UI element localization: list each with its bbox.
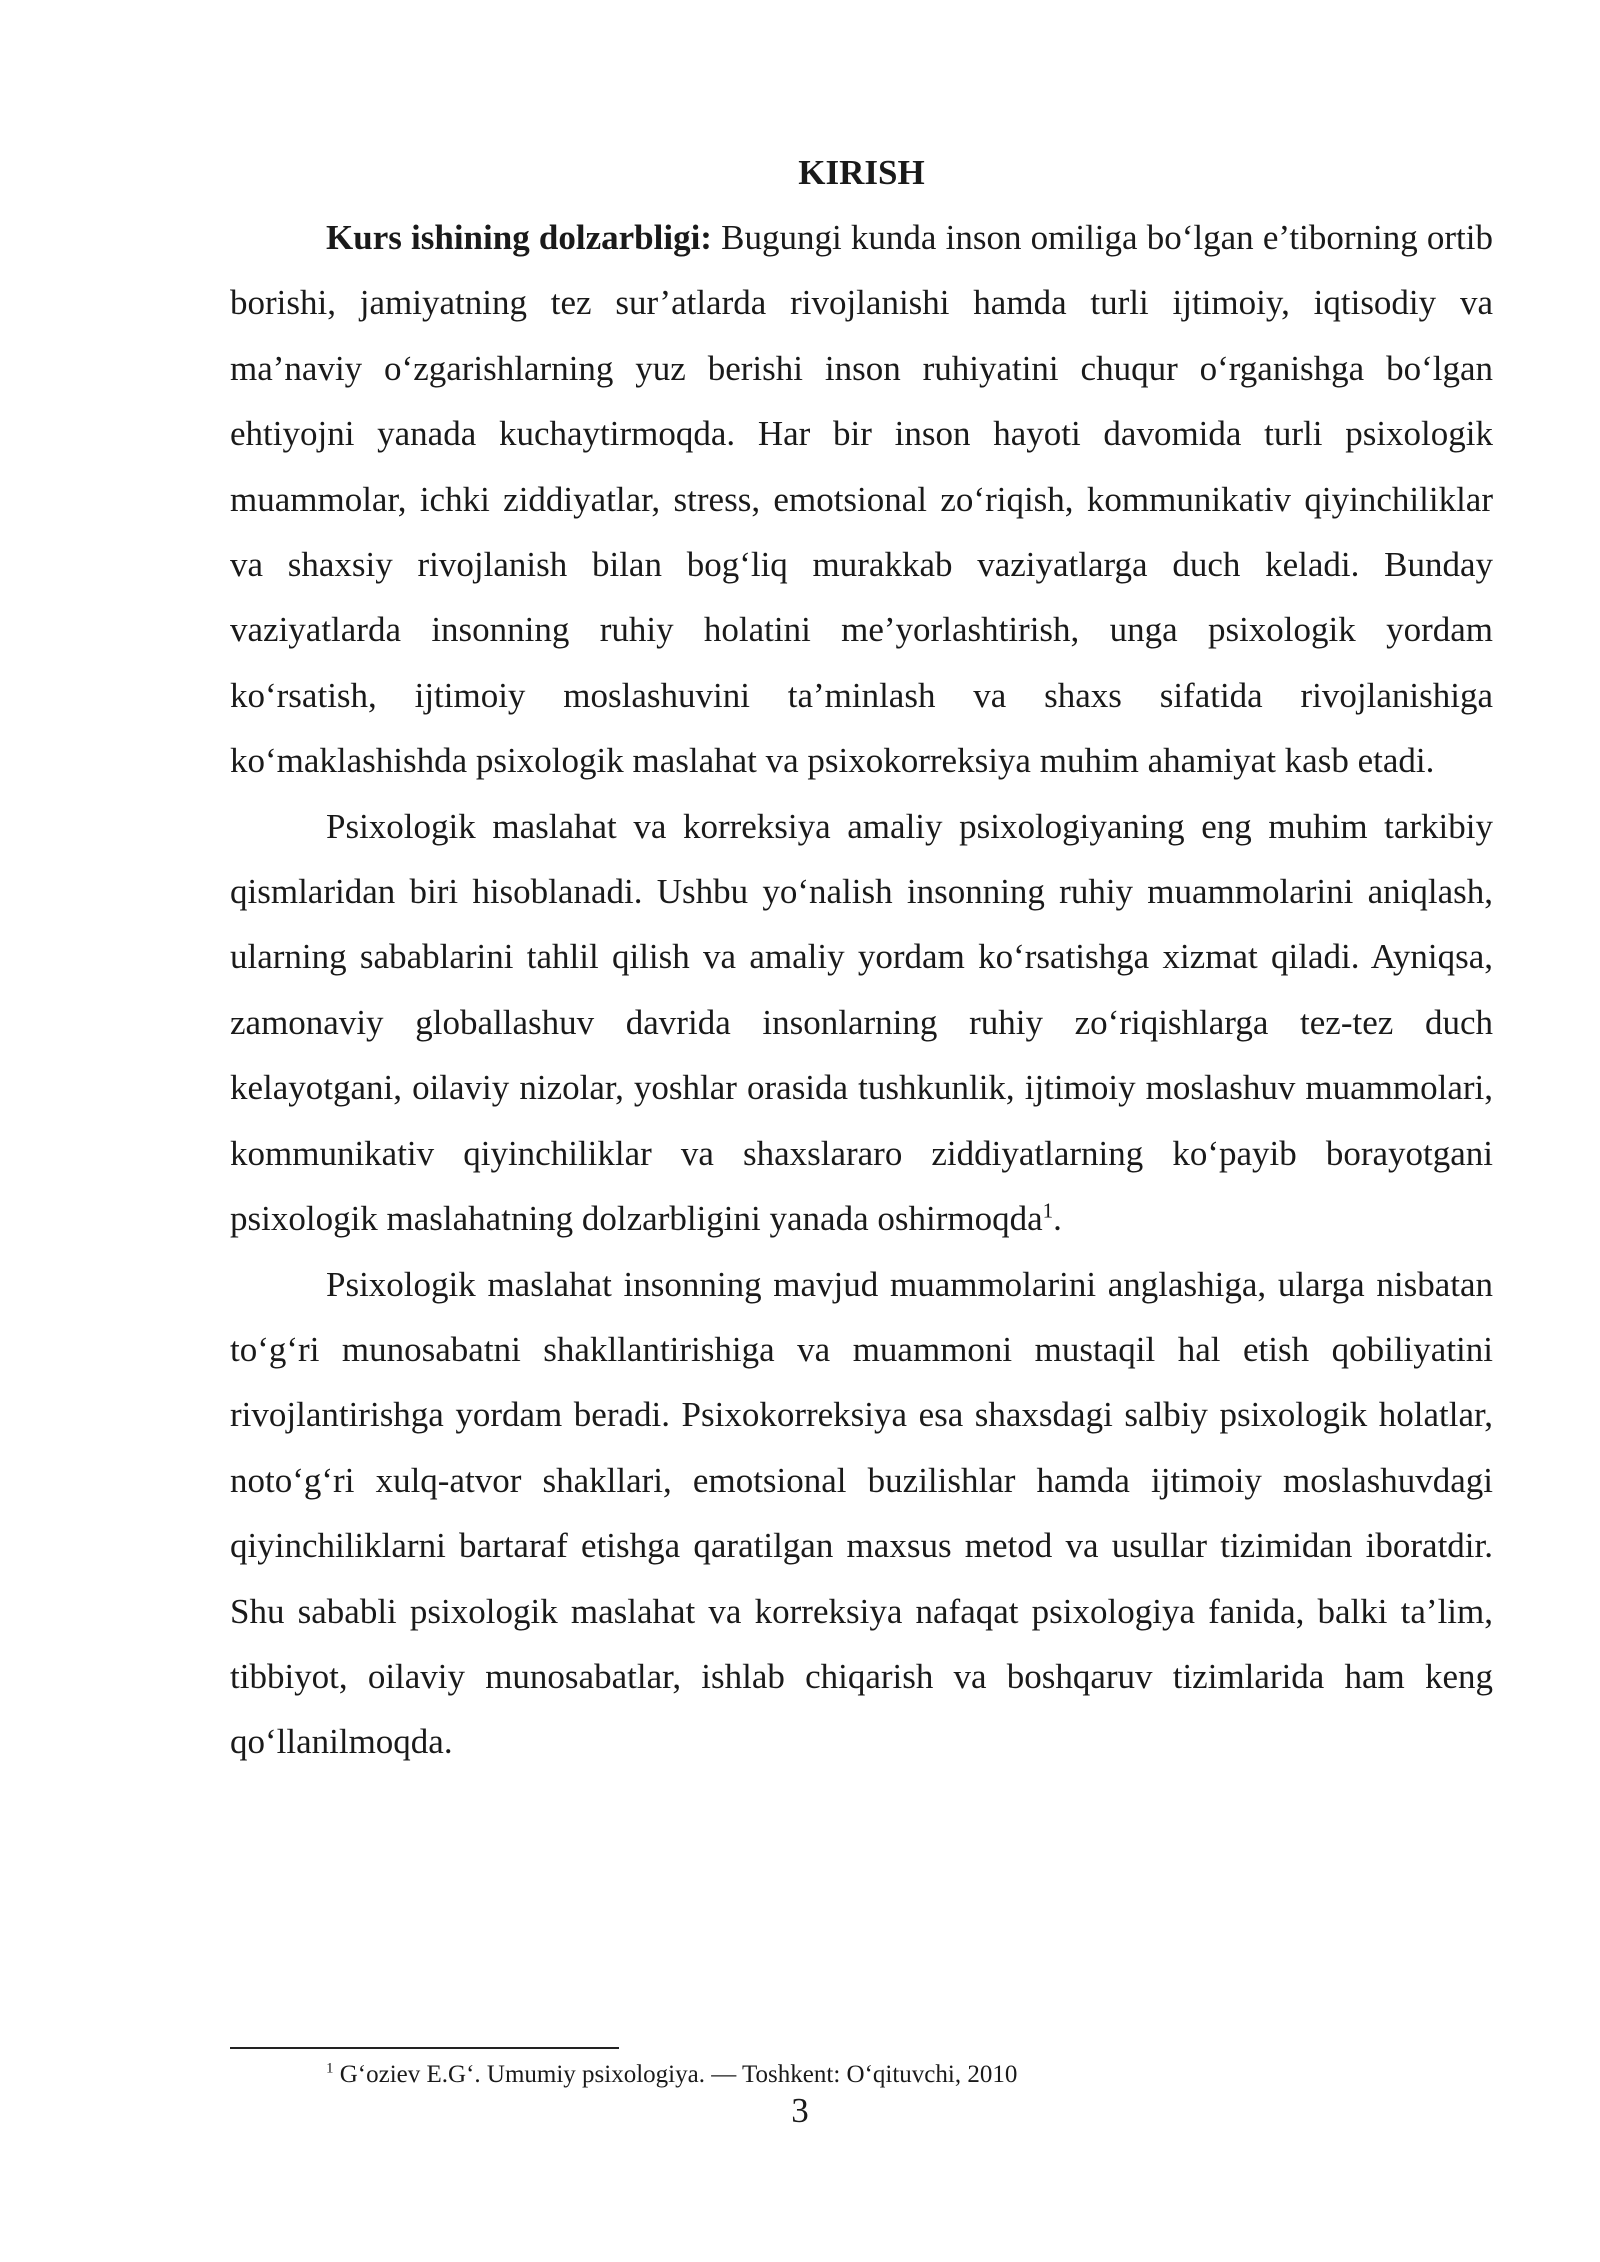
- paragraph-text: Psixologik maslahat va korreksiya amaliy psixologiyaning eng muhim tarkibiy qismlaridan biri hisoblanadi. Ushbu yo‘nalish insonning ruhiy muammolarini aniqlash, ularning sabablarini tahlil qilish va amaliy yordam ko‘rsatishga xizmat qiladi. Ayniqsa, zamonaviy globallashuv davrida insonlarning ruhiy zo‘riqishlarga tez-tez duch kelayotgani, oilaviy nizolar, yoshlar orasida tushkunlik, ijtimoiy moslashuv muammolari, kommunikativ qiyinchiliklar va shaxslararo ziddiyatlarning ko‘payib borayotgani psixologik maslahatning dolzarbligini yanada oshirmoqda: [230, 806, 1493, 1239]
- paragraph-text: Psixologik maslahat insonning mavjud muammolarini anglashiga, ularga nisbatan to‘g‘ri munosabatni shakllantirishiga va muammoni mustaqil hal etish qobiliyatini rivojlantirishga yordam beradi. Psixokorreksiya esa shaxsdagi salbiy psixologik holatlar, noto‘g‘ri xulq-atvor shakllari, emotsional buzilishlar hamda ijtimoiy moslashuvdagi qiyinchiliklarni bartaraf etishga qaratilgan maxsus metod va usullar tizimidan iboratdir. Shu sababli psixologik maslahat va korreksiya nafaqat psixologiya fanida, balki ta’lim, tibbiyot, oilaviy munosabatlar, ishlab chiqarish va boshqaruv tizimlarida ham keng qo‘llanilmoqda.: [230, 1264, 1493, 1762]
- section-heading: KIRISH: [798, 153, 925, 192]
- paragraph-psychocorrection: [230, 1252, 1493, 1775]
- paragraph-counseling: [230, 794, 1493, 1252]
- footnote-marker: 1: [326, 2060, 334, 2077]
- footnote-text: G‘oziev E.G‘. Umumiy psixologiya. — Toshkent: O‘qituvchi, 2010: [333, 2061, 1018, 2088]
- footnote-reference[interactable]: 1: [1042, 1198, 1054, 1223]
- paragraph-relevance: [230, 205, 1493, 794]
- paragraph-lead-label: Kurs ishining dolzarbligi:: [326, 218, 712, 257]
- page-number: 3: [791, 2091, 809, 2130]
- footnote-separator: [230, 2047, 619, 2049]
- paragraph-end: .: [1053, 1199, 1062, 1239]
- paragraph-text: Bugungi kunda inson omiliga bo‘lgan e’tiborning ortib borishi, jamiyatning tez sur’atlarda rivojlanishi hamda turli ijtimoiy, iqtisodiy va ma’naviy o‘zgarishlarning yuz berishi inson ruhiyatini chuqur o‘rganishga bo‘lgan ehtiyojni yanada kuchaytirmoqda. Har bir inson hayoti davomida turli psixologik muammolar, ichki ziddiyatlar, stress, emotsional zo‘riqish, kommunikativ qiyinchiliklar va shaxsiy rivojlanish bilan bog‘liq murakkab vaziyatlarga duch keladi. Bunday vaziyatlarda insonning ruhiy holatini me’yorlashtirish, unga psixologik yordam ko‘rsatish, ijtimoiy moslashuvini ta’minlash va shaxs sifatida rivojlanishiga ko‘maklashishda psixologik maslahat va psixokorreksiya muhim ahamiyat kasb etadi.: [230, 218, 1493, 781]
- body-text: [230, 140, 1493, 1775]
